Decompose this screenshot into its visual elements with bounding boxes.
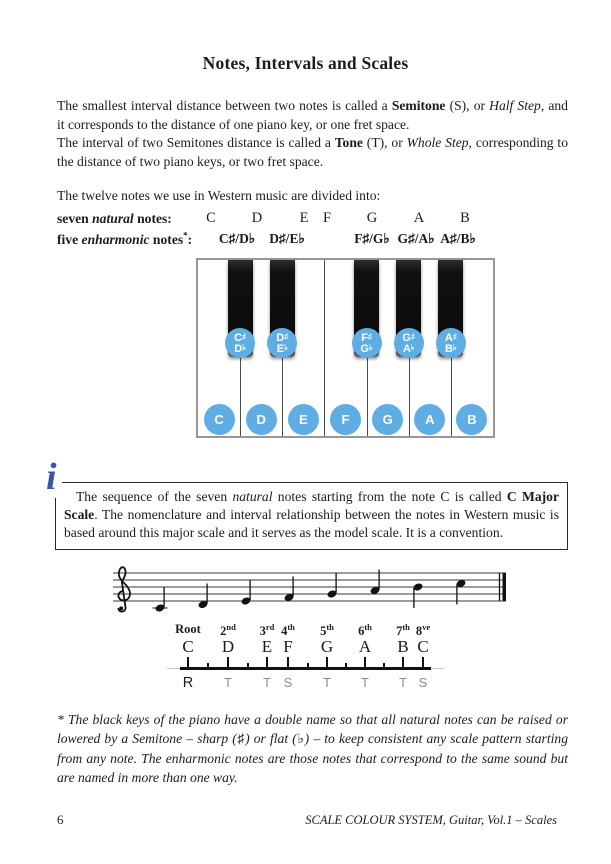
degree-label-4th: 4th <box>281 622 295 639</box>
text-segment: and it corresponds to the distance of one piano key, or one fret space. <box>57 98 568 132</box>
ruler-tick-minor <box>207 663 209 670</box>
treble-clef-ball <box>119 606 123 610</box>
interval-ruler <box>180 667 431 670</box>
degree-note-D: D <box>221 637 235 656</box>
flat-sign: ♭ <box>410 343 415 352</box>
page-title: Notes, Intervals and Scales <box>202 53 409 73</box>
text-segment: notes starting from the note C is called <box>272 489 507 504</box>
ruler-tick-major <box>266 657 269 669</box>
black-note-badge <box>394 328 424 358</box>
sharp-sign: ♯ <box>410 331 415 341</box>
sharp-sign: ♯ <box>242 331 247 341</box>
flat-sign: ♭ <box>452 343 457 352</box>
degree-label-2nd: 2nd <box>220 622 236 639</box>
text-segment: (T), or <box>362 135 407 150</box>
footer-title: SCALE COLOUR SYSTEM, Guitar, Vol.1 – Scales <box>305 813 557 827</box>
intro-paragraphs <box>57 97 568 171</box>
natural-note-letter-C: C <box>206 210 216 226</box>
enharmonic-note-label: G♯/A♭ <box>397 231 435 246</box>
text-segment: The interval of two Semitones distance is called a <box>57 135 335 150</box>
music-staff <box>105 562 513 620</box>
sharp-name: C♯ <box>234 331 247 344</box>
interval-letter-T: T <box>323 675 331 690</box>
text-segment: five <box>57 232 82 247</box>
enharmonic-note-label: F♯/G♭ <box>354 231 390 246</box>
white-note-badge-G: G <box>372 404 403 435</box>
natural-notes-row <box>0 210 611 230</box>
final-barline-thick <box>503 573 507 601</box>
text-segment: ♭ <box>296 731 305 747</box>
sharp-name: F♯ <box>361 331 372 344</box>
degree-note-E: E <box>261 637 273 656</box>
ruler-tick-minor <box>247 663 249 670</box>
degree-label-Root: Root <box>175 622 201 636</box>
text-segment: Whole Step, <box>406 135 472 150</box>
sharp-sign: ♯ <box>284 331 289 341</box>
text-segment: . The nomenclature and interval relationship between the notes in Western music is based around this major scale and it serves as the model scale. It is a convention. <box>64 507 559 540</box>
interval-letter-S: S <box>283 675 293 690</box>
white-note-badge-D: D <box>246 404 277 435</box>
text-segment: The smallest interval distance between two notes is called a <box>57 98 392 113</box>
interval-letter-R: R <box>182 675 194 691</box>
degree-note-C: C <box>182 637 194 656</box>
ruler-tick-major <box>422 657 425 669</box>
black-note-badge <box>352 328 382 358</box>
interval-letter-T: T <box>263 675 271 690</box>
interval-letter-T: T <box>361 675 369 690</box>
interval-letter-T: T <box>399 675 407 690</box>
text-segment: enharmonic <box>81 232 150 247</box>
flat-name: E♭ <box>276 343 288 355</box>
white-key-separator <box>324 260 325 436</box>
natural-note-letter-D: D <box>251 210 263 226</box>
flat-name: B♭ <box>444 343 457 355</box>
text-segment: Tone <box>334 135 363 150</box>
ordinal-suffix: th <box>287 622 295 632</box>
sharp-sign: ♯ <box>367 331 372 341</box>
ruler-tick-major <box>227 657 230 669</box>
ruler-tip-right <box>431 668 444 670</box>
text-segment: * The black keys of the piano have a double name so that all natural notes can be raised or lowered by a Semitone – sharp ( <box>57 712 568 747</box>
degree-label-7th: 7th <box>396 622 410 639</box>
degree-label-3rd: 3rd <box>259 622 275 639</box>
white-note-badge-F: F <box>330 404 361 435</box>
flat-name: G♭ <box>360 343 373 355</box>
degree-note-B: B <box>397 637 409 656</box>
ruler-tick-major <box>402 657 405 669</box>
text-segment: ) – to keep consistent any scale pattern starting from any note. The enharmonic notes are those notes that correspond to the same sound but are named in more than one way. <box>57 731 568 785</box>
text-segment: natural <box>232 489 273 504</box>
ruler-tick-major <box>187 657 190 669</box>
page-number: 6 <box>57 812 64 827</box>
black-note-badge <box>436 328 466 358</box>
ruler-tip-left <box>167 668 180 670</box>
text-segment: ♯ <box>236 731 246 747</box>
white-note-badge-E: E <box>288 404 319 435</box>
ruler-tick-major <box>287 657 290 669</box>
info-box <box>55 482 568 550</box>
degree-note-G: G <box>320 637 334 656</box>
text-segment: * <box>183 230 188 241</box>
staff-svg <box>105 562 513 620</box>
degree-note-F: F <box>283 637 293 656</box>
enharmonic-note-label: C♯/D♭ <box>218 231 256 246</box>
text-segment: : <box>187 232 193 247</box>
enharmonic-note-label: A♯/B♭ <box>440 231 476 246</box>
text-segment: Half Step, <box>489 98 545 113</box>
natural-note-letter-A: A <box>413 210 425 226</box>
text-segment: notes <box>149 232 184 247</box>
white-note-badge-A: A <box>414 404 445 435</box>
sharp-sign: ♯ <box>452 331 457 341</box>
info-box-text <box>64 489 559 540</box>
ruler-tick-major <box>326 657 329 669</box>
flat-sign: ♭ <box>368 343 373 352</box>
degree-note-C: C <box>417 637 429 656</box>
text-segment: corresponding to the distance of two piano keys, or two fret space. <box>57 135 569 169</box>
text-segment: Semitone <box>391 98 446 113</box>
natural-note-letter-G: G <box>366 210 378 226</box>
sharp-name: G♯ <box>402 331 415 344</box>
flat-name: D♭ <box>234 343 246 355</box>
treble-clef-icon <box>118 567 130 611</box>
enharmonic-notes-row <box>0 231 611 251</box>
text-segment: The sequence of the seven <box>76 489 233 504</box>
info-icon: i <box>44 456 62 498</box>
text-segment: ) or flat ( <box>245 731 297 747</box>
text-segment: (S), or <box>445 98 490 113</box>
flat-name: A♭ <box>402 343 415 355</box>
piano-keyboard <box>196 258 495 438</box>
ruler-tick-minor <box>345 663 347 670</box>
degree-label-6th: 6th <box>358 622 372 639</box>
natural-note-letter-F: F <box>322 210 332 226</box>
ordinal-suffix: ve <box>422 622 431 632</box>
text-segment: seven <box>57 211 93 226</box>
degree-label-8ve: $8^{ve}$ <box>415 622 431 639</box>
intro-paragraph-1 <box>57 97 568 134</box>
degree-label-5th: 5th <box>320 622 334 639</box>
interval-letter-S: S <box>418 675 428 690</box>
twelve-notes-lead: The twelve notes we use in Western music are divided into: <box>57 188 381 203</box>
intro-paragraph-2 <box>57 134 568 171</box>
ordinal-suffix: th <box>364 622 372 632</box>
ordinal-suffix: nd <box>226 622 236 632</box>
white-note-badge-B: B <box>456 404 487 435</box>
text-segment: natural <box>92 211 134 226</box>
natural-note-letter-B: B <box>460 210 470 226</box>
flat-sign: ♭ <box>284 343 288 352</box>
scale-interval-diagram <box>155 622 465 696</box>
white-note-badge-C: C <box>204 404 235 435</box>
black-note-badge <box>225 328 255 358</box>
ordinal-suffix: th <box>402 622 410 632</box>
flat-sign: ♭ <box>242 343 246 352</box>
ruler-tick-minor <box>307 663 309 670</box>
natural-note-letter-E: E <box>299 210 309 226</box>
degree-note-A: A <box>358 637 372 656</box>
text-segment: C Major Scale <box>64 489 560 522</box>
ordinal-suffix: rd <box>265 622 275 632</box>
text-segment: notes <box>133 211 168 226</box>
ruler-tick-minor <box>383 663 385 670</box>
ruler-tick-major <box>364 657 367 669</box>
interval-letter-T: T <box>224 675 232 690</box>
text-segment: : <box>167 211 172 226</box>
sharp-name: A♯ <box>444 331 457 344</box>
footnote <box>57 710 568 787</box>
enharmonic-note-label: D♯/E♭ <box>269 231 305 246</box>
ordinal-suffix: th <box>326 622 334 632</box>
sharp-name: D♯ <box>276 331 289 344</box>
